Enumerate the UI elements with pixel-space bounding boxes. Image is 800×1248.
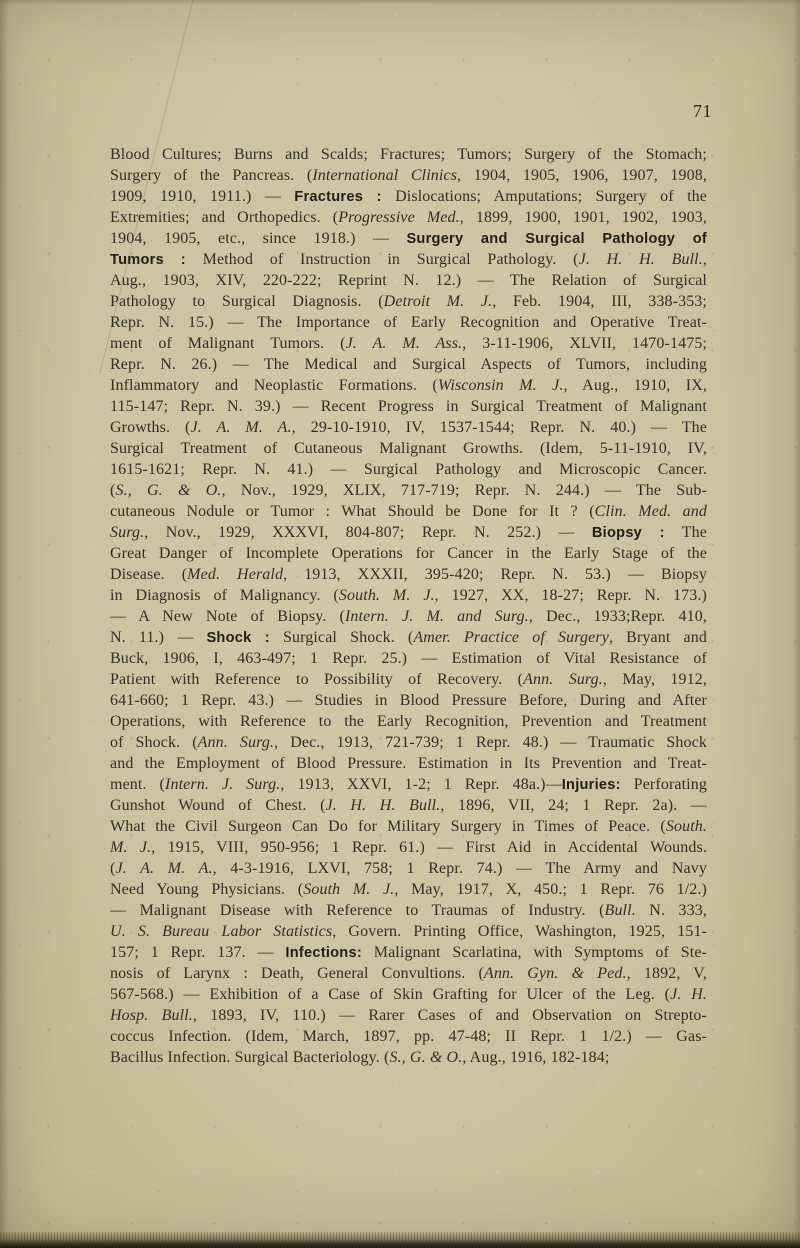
body-text: Extremities; and Orthopedics. ( xyxy=(110,209,339,226)
text-line xyxy=(110,816,707,837)
text-line xyxy=(110,543,707,564)
body-text: Dislocations; Amputations; Surgery of the xyxy=(381,188,707,205)
body-text: , Aug., 1910, IX, xyxy=(563,377,707,394)
citation-title: J. A. M. A. xyxy=(190,419,292,436)
citation-title: Clin. Med. and xyxy=(594,503,707,520)
citation-title: Ann. Surg. xyxy=(523,671,603,688)
body-text: , 1927, XX, 18-27; Repr. N. 173.) xyxy=(434,587,707,604)
section-heading: Biopsy : xyxy=(591,525,665,541)
page-number: 71 xyxy=(693,101,712,121)
text-line xyxy=(110,774,707,795)
body-text: Aug., 1903, XIV, 220-222; Reprint N. 12.) — The Relation of Surgical xyxy=(110,272,707,289)
body-text: Surgical Treatment of Cutaneous Malignant Growths. (Idem, 5-11-1910, IV, xyxy=(110,440,707,457)
body-text: The xyxy=(664,524,707,541)
body-text: Inflammatory and Neoplastic Formations. ( xyxy=(110,377,438,394)
citation-title: Progressive Med. xyxy=(338,209,460,226)
body-text: Gunshot Wound of Chest. ( xyxy=(110,797,326,814)
body-text: , 1899, 1900, 1901, 1902, 1903, xyxy=(459,209,707,226)
body-text: 641-660; 1 Repr. 43.) — Studies in Blood Pressure Before, During and After xyxy=(110,692,707,709)
citation-title: J. H. H. Bull. xyxy=(578,251,703,268)
citation-title: Ann. Surg. xyxy=(197,734,275,751)
citation-title: J. H. H. Bull. xyxy=(325,797,441,814)
body-text: , 1904, 1905, 1906, 1907, 1908, xyxy=(457,167,707,184)
text-line xyxy=(110,942,707,963)
body-text: Surgical Shock. ( xyxy=(269,629,414,646)
text-line xyxy=(110,921,707,942)
citation-title: S., G. & O. xyxy=(389,1049,463,1066)
body-text: ( xyxy=(110,860,116,877)
body-text: , Dec., 1913, 721-739; 1 Repr. 48.) — Traumatic Shock xyxy=(274,734,707,751)
body-text: cutaneous Nodule or Tumor : What Should be Done for It ? ( xyxy=(110,503,595,520)
text-line xyxy=(110,207,707,228)
body-text: , Govern. Printing Office, Washington, 1925, 151- xyxy=(332,923,707,940)
body-text: 157; 1 Repr. 137. — xyxy=(110,944,286,961)
text-line xyxy=(110,879,707,900)
body-text: What the Civil Surgeon Can Do for Military Surgery in Times of Peace. ( xyxy=(110,818,666,835)
section-heading: Fractures : xyxy=(294,189,382,205)
citation-title: Intern. J. M. and Surg. xyxy=(344,608,529,625)
body-text: , 1892, V, xyxy=(626,965,707,982)
citation-title: Hosp. Bull. xyxy=(110,1007,193,1024)
page-bottom-edge xyxy=(0,1232,800,1248)
body-text: ment. ( xyxy=(110,776,165,793)
body-text: , Feb. 1904, III, 338-353; xyxy=(492,293,707,310)
text-line xyxy=(110,858,707,879)
text-line xyxy=(110,1005,707,1026)
body-text: , xyxy=(702,251,707,268)
body-text: Great Danger of Incomplete Operations for Cancer in the Early Stage of the xyxy=(110,545,707,562)
text-line xyxy=(110,963,707,984)
text-line xyxy=(110,1047,707,1068)
text-line xyxy=(110,459,707,480)
body-text: Operations, with Reference to the Early Recognition, Prevention and Treatment xyxy=(110,713,707,730)
citation-title: Bull. xyxy=(604,902,636,919)
section-heading: Shock : xyxy=(206,630,270,646)
text-line xyxy=(110,753,707,774)
text-line xyxy=(110,900,707,921)
text-line xyxy=(110,564,707,585)
body-text: , 1896, VII, 24; 1 Repr. 2a). — xyxy=(440,797,707,814)
body-text: 1615-1621; Repr. N. 41.) — Surgical Pathology and Microscopic Cancer. xyxy=(110,461,707,478)
citation-title: Med. Herald xyxy=(187,566,284,583)
body-text: Need Young Physicians. ( xyxy=(110,881,304,898)
citation-title: S., G. & O. xyxy=(115,482,222,499)
body-text: N. 11.) — xyxy=(110,629,207,646)
body-text: ment of Malignant Tumors. ( xyxy=(110,335,346,352)
citation-title: Surg. xyxy=(110,524,145,541)
body-text: 1904, 1905, etc., since 1918.) — xyxy=(110,230,407,247)
bibliography-paragraph xyxy=(110,144,707,1068)
body-text: , 4-3-1916, LXVI, 758; 1 Repr. 74.) — The Army and Navy xyxy=(212,860,707,877)
body-text: Perforating xyxy=(620,776,707,793)
citation-title: Wisconsin M. J. xyxy=(437,377,564,394)
text-line xyxy=(110,186,707,207)
body-text: Malignant Scarlatina, with Symptoms of Ste- xyxy=(361,944,707,961)
body-text: , 1913, XXVI, 1-2; 1 Repr. 48a.)— xyxy=(280,776,562,793)
citation-title: Detroit M. J. xyxy=(383,293,493,310)
body-text: Repr. N. 26.) — The Medical and Surgical Aspects of Tumors, including xyxy=(110,356,707,373)
body-text: and the Employment of Blood Pressure. Estimation in Its Prevention and Treat- xyxy=(110,755,707,772)
text-line xyxy=(110,165,707,186)
text-line xyxy=(110,438,707,459)
body-text: , May, 1912, xyxy=(602,671,707,688)
body-text: Growths. ( xyxy=(110,419,191,436)
text-line xyxy=(110,984,707,1005)
section-heading: Infections: xyxy=(285,945,362,961)
text-line xyxy=(110,648,707,669)
body-text: Buck, 1906, I, 463-497; 1 Repr. 25.) — Estimation of Vital Resistance of xyxy=(110,650,707,667)
text-line xyxy=(110,732,707,753)
citation-title: Intern. J. Surg. xyxy=(165,776,281,793)
body-text: , Nov., 1929, XLIX, 717-719; Repr. N. 244.) — The Sub- xyxy=(221,482,707,499)
body-text: Patient with Reference to Possibility of Recovery. ( xyxy=(110,671,524,688)
text-line xyxy=(110,291,707,312)
body-text: nosis of Larynx : Death, General Convultions. ( xyxy=(110,965,484,982)
body-text: 115-147; Repr. N. 39.) — Recent Progress in Surgical Treatment of Malignant xyxy=(110,398,707,415)
citation-title: U. S. Bureau Labor Statistics xyxy=(110,923,333,940)
text-line xyxy=(110,375,707,396)
body-text: , Bryant and xyxy=(608,629,707,646)
body-text: Surgery of the Pancreas. ( xyxy=(110,167,313,184)
text-line xyxy=(110,417,707,438)
text-line xyxy=(110,228,707,249)
body-text: Disease. ( xyxy=(110,566,188,583)
text-line xyxy=(110,837,707,858)
body-text: in Diagnosis of Malignancy. ( xyxy=(110,587,339,604)
body-text: Repr. N. 15.) — The Importance of Early Recognition and Operative Treat- xyxy=(110,314,707,331)
body-text: Bacillus Infection. Surgical Bacteriology. ( xyxy=(110,1049,390,1066)
body-text: , 3-11-1906, XLVII, 1470-1475; xyxy=(462,335,707,352)
text-line xyxy=(110,585,707,606)
body-text: Pathology to Surgical Diagnosis. ( xyxy=(110,293,384,310)
body-text: 567-568.) — Exhibition of a Case of Skin Grafting for Ulcer of the Leg. ( xyxy=(110,986,671,1003)
body-text: , Nov., 1929, XXXVI, 804-807; Repr. N. 252.) — xyxy=(144,524,592,541)
text-line xyxy=(110,270,707,291)
body-text: , 29-10-1910, IV, 1537-1544; Repr. N. 40.) — The xyxy=(291,419,707,436)
body-text: Blood Cultures; Burns and Scalds; Fractures; Tumors; Surgery of the Stomach; xyxy=(110,146,707,163)
body-text: Method of Instruction in Surgical Pathology. ( xyxy=(185,251,579,268)
citation-title: Amer. Practice of Surgery xyxy=(413,629,609,646)
citation-title: J. H. xyxy=(670,986,707,1003)
citation-title: M. J. xyxy=(110,839,152,856)
body-text: , 1893, IV, 110.) — Rarer Cases of and Observation on Strepto- xyxy=(192,1007,707,1024)
citation-title: J. A. M. Ass. xyxy=(345,335,463,352)
body-text: of Shock. ( xyxy=(110,734,198,751)
text-line xyxy=(110,669,707,690)
body-text: ( xyxy=(110,482,116,499)
text-line xyxy=(110,354,707,375)
section-heading: Tumors : xyxy=(110,252,186,268)
text-line xyxy=(110,711,707,732)
text-line xyxy=(110,627,707,648)
text-line xyxy=(110,501,707,522)
section-heading: Injuries: xyxy=(561,777,621,793)
body-text: , 1913, XXXII, 395-420; Repr. N. 53.) — Biopsy xyxy=(283,566,707,583)
section-heading: Surgery and Surgical Pathology of xyxy=(406,231,707,247)
citation-title: South. M. J. xyxy=(338,587,435,604)
text-line xyxy=(110,333,707,354)
text-line xyxy=(110,396,707,417)
text-line xyxy=(110,522,707,543)
citation-title: J. A. M. A. xyxy=(115,860,213,877)
text-line xyxy=(110,144,707,165)
body-text: — Malignant Disease with Reference to Traumas of Industry. ( xyxy=(110,902,605,919)
text-line xyxy=(110,606,707,627)
body-text: , Aug., 1916, 182-184; xyxy=(462,1049,610,1066)
citation-title: South. xyxy=(665,818,707,835)
body-text: , May, 1917, X, 450.; 1 Repr. 76 1/2.) xyxy=(394,881,707,898)
body-text: — A New Note of Biopsy. ( xyxy=(110,608,345,625)
body-text: , Dec., 1933;Repr. 410, xyxy=(528,608,707,625)
citation-title: South M. J. xyxy=(303,881,395,898)
text-line xyxy=(110,312,707,333)
citation-title: Ann. Gyn. & Ped. xyxy=(483,965,627,982)
body-text: , 1915, VIII, 950-956; 1 Repr. 61.) — First Aid in Accidental Wounds. xyxy=(151,839,707,856)
text-line xyxy=(110,249,707,270)
body-text: coccus Infection. (Idem, March, 1897, pp. 47-48; II Repr. 1 1/2.) — Gas- xyxy=(110,1028,707,1045)
body-text: 1909, 1910, 1911.) — xyxy=(110,188,295,205)
text-line xyxy=(110,480,707,501)
citation-title: International Clinics xyxy=(312,167,458,184)
text-line xyxy=(110,690,707,711)
text-line xyxy=(110,795,707,816)
text-line xyxy=(110,1026,707,1047)
body-text: N. 333, xyxy=(635,902,707,919)
